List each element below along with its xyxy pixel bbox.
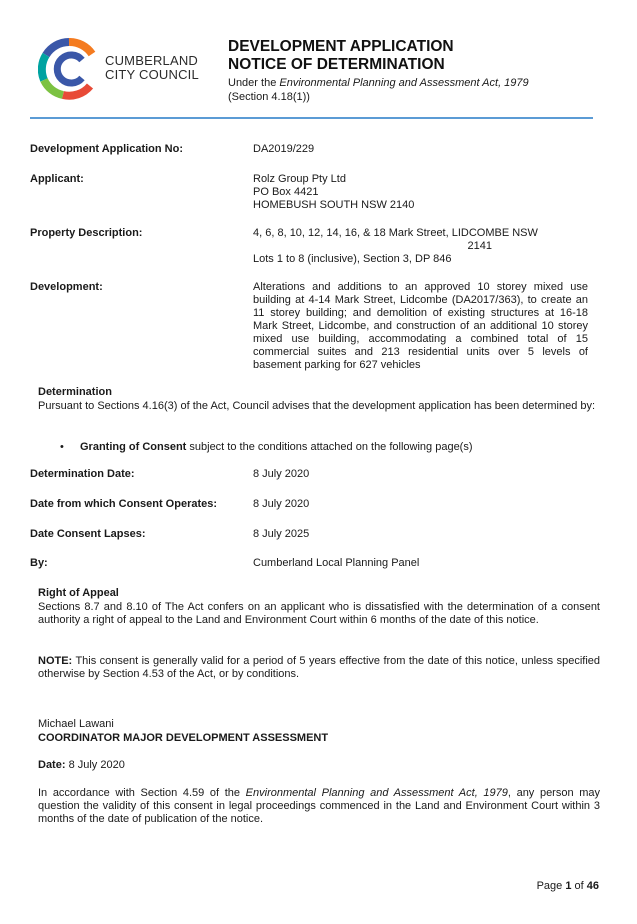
property-line-3: Lots 1 to 8 (inclusive), Section 3, DP 846 xyxy=(253,253,452,265)
page-number xyxy=(537,880,599,892)
applicant-label: Applicant: xyxy=(30,173,84,185)
development-label: Development: xyxy=(30,281,103,293)
applicant-line: Rolz Group Pty Ltd xyxy=(253,173,346,185)
applicant-value xyxy=(253,173,588,212)
bullet-bold: Granting of Consent xyxy=(80,441,187,453)
property-line-2: 2141 xyxy=(467,240,492,252)
signatory-name: Michael Lawani xyxy=(38,718,114,730)
property-value xyxy=(253,227,588,266)
closing-paragraph xyxy=(38,787,600,826)
signatory-date-value: 8 July 2020 xyxy=(65,759,125,771)
closing-post: , any person may question the validity of this consent in legal proceedings commenced in the Land and Environment Court within 3 months of the date of publication of the notice. xyxy=(38,787,601,825)
subtitle-act: Environmental Planning and Assessment Act, 1979 xyxy=(279,77,529,89)
title-line-1: DEVELOPMENT APPLICATION xyxy=(228,38,454,55)
page-of: of xyxy=(571,880,587,892)
header-divider xyxy=(30,117,593,119)
subtitle-section: (Section 4.18(1)) xyxy=(228,91,310,103)
note-text: This consent is generally valid for a period of 5 years effective from the date of this notice, unless specified otherwise by Section 4.53 of the Act, or by conditions. xyxy=(38,655,600,680)
consent-operates-label: Date from which Consent Operates: xyxy=(30,498,218,510)
development-value: Alterations and additions to an approved 10 storey mixed use building at 4-14 Mark Street, Lidcombe (DA2017/363), to create an 11 storey building; and demolition of existing structures at 16-18 Mark Street, Lidcombe, and construction of an additional 10 storey mixed use building, accommodating a combined total of 15 commercial suites and 213 residential units over 5 levels of basement parking for 627 vehicles xyxy=(253,281,588,371)
signatory-date xyxy=(38,759,600,772)
appeal-heading: Right of Appeal xyxy=(38,587,119,599)
applicant-line: HOMEBUSH SOUTH NSW 2140 xyxy=(253,199,415,211)
logo-line-2: CITY COUNCIL xyxy=(105,67,199,82)
cumberland-logo-icon xyxy=(38,38,100,100)
signatory-title: COORDINATOR MAJOR DEVELOPMENT ASSESSMENT xyxy=(38,732,329,744)
consent-lapses-value: 8 July 2025 xyxy=(253,528,310,540)
closing-act: Environmental Planning and Assessment Act, 1979 xyxy=(245,787,508,799)
logo-line-1: CUMBERLAND xyxy=(105,53,199,68)
consent-operates-value: 8 July 2020 xyxy=(253,498,310,510)
page-current: 1 xyxy=(565,880,572,892)
determination-heading: Determination xyxy=(38,386,112,398)
bullet-icon: • xyxy=(60,441,64,453)
bullet-rest: subject to the conditions attached on the following page(s) xyxy=(186,441,473,453)
page-word: Page xyxy=(536,880,566,892)
property-line-1: 4, 6, 8, 10, 12, 14, 16, & 18 Mark Street, LIDCOMBE NSW xyxy=(253,227,538,239)
signatory-date-label: Date: xyxy=(38,759,66,771)
subtitle-prefix: Under the xyxy=(228,77,280,89)
closing-pre: In accordance with Section 4.59 of the xyxy=(38,787,246,799)
determination-text: Pursuant to Sections 4.16(3) of the Act, Council advises that the development application has been determined by: xyxy=(38,400,596,412)
subtitle xyxy=(228,76,618,90)
applicant-line: PO Box 4421 xyxy=(253,186,319,198)
by-value: Cumberland Local Planning Panel xyxy=(253,557,420,569)
appeal-text: Sections 8.7 and 8.10 of The Act confers on an applicant who is dissatisfied with the determination of a consent authority a right of appeal to the Land and Environment Court within 6 months of the date of this notice. xyxy=(38,601,600,626)
determination-date-label: Determination Date: xyxy=(30,468,135,480)
da-no-value: DA2019/229 xyxy=(253,143,315,155)
property-label: Property Description: xyxy=(30,227,143,239)
note-paragraph xyxy=(38,655,600,681)
consent-lapses-label: Date Consent Lapses: xyxy=(30,528,146,540)
determination-bullet xyxy=(60,441,473,454)
note-label: NOTE: xyxy=(38,655,73,667)
page-total: 46 xyxy=(586,880,599,892)
determination-date-value: 8 July 2020 xyxy=(253,468,310,480)
by-label: By: xyxy=(30,557,48,569)
da-no-label: Development Application No: xyxy=(30,143,183,155)
logo-wordmark xyxy=(105,54,199,82)
title-line-2: NOTICE OF DETERMINATION xyxy=(228,56,445,73)
title-block xyxy=(228,38,618,104)
